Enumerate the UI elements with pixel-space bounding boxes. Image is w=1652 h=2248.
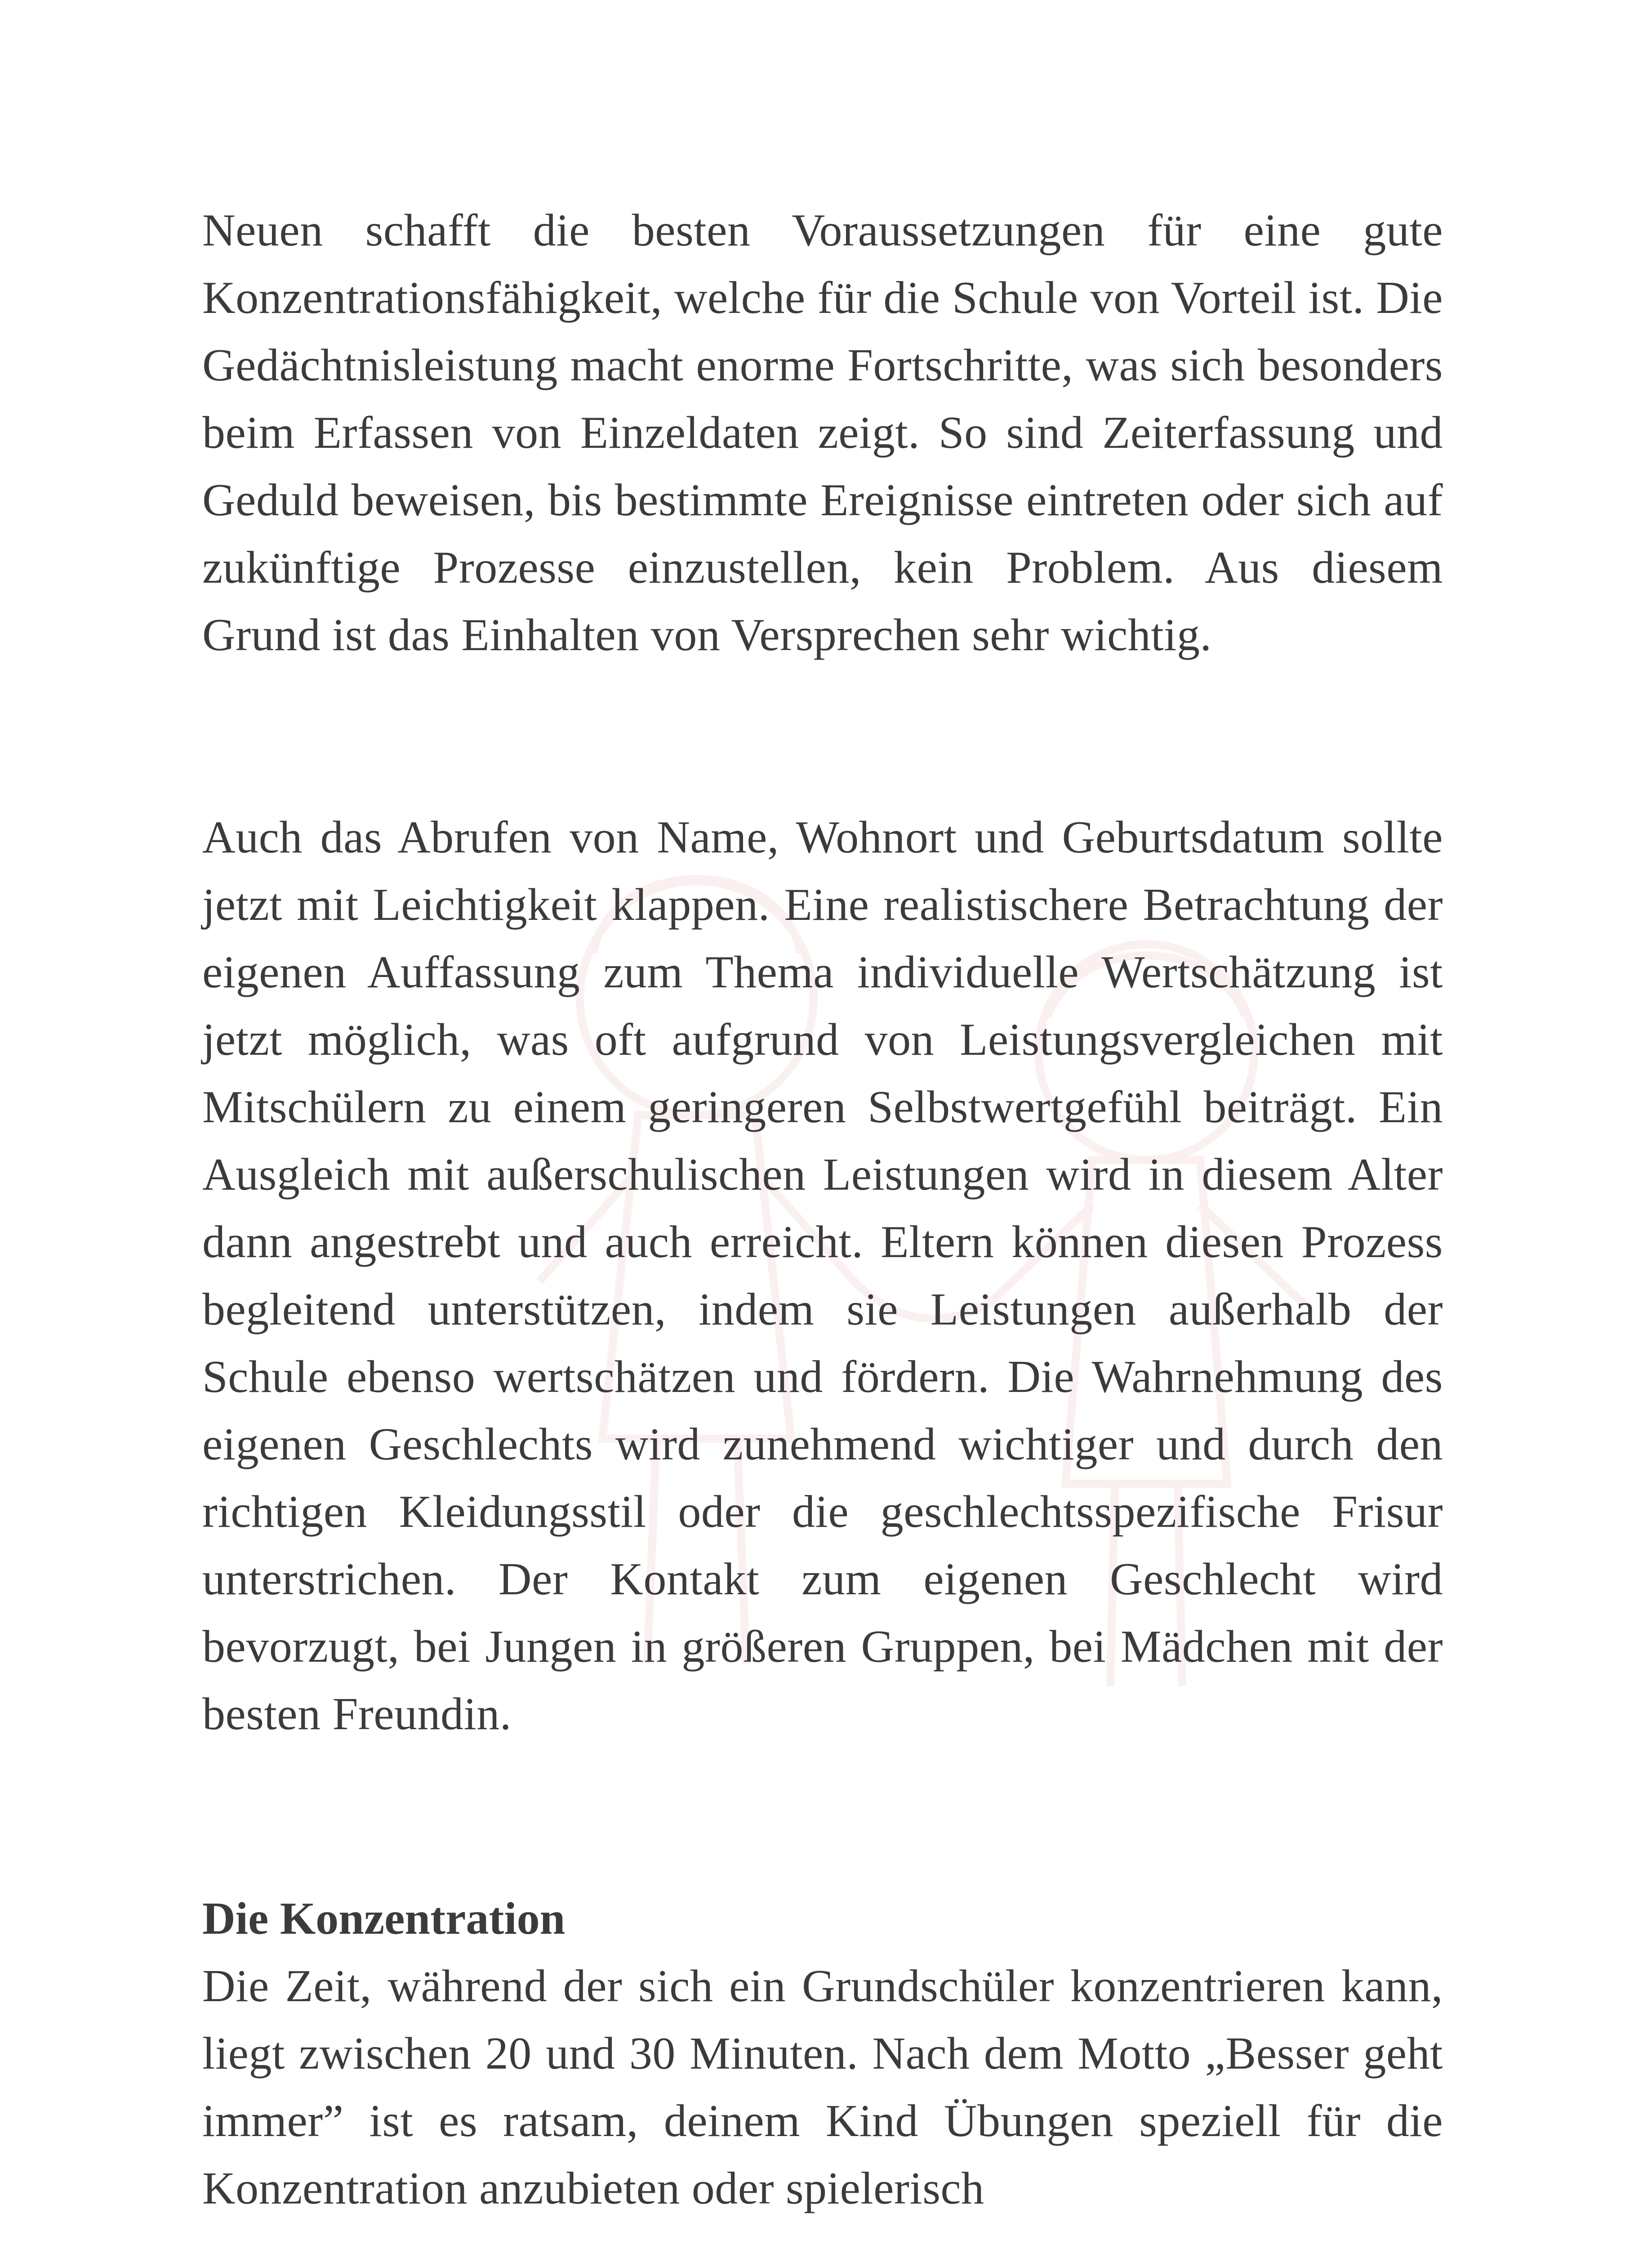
section-heading: Die Konzentration bbox=[202, 1893, 566, 1944]
body-paragraph: Auch das Abrufen von Name, Wohnort und Geburtsdatum sollte jetzt mit Leichtigkeit klappen. Eine realistischere Betrachtung der eigenen Auffassung zum Thema individuelle Wertschätzung ist jetzt möglich, was oft aufgrund von Leistungsvergleichen mit Mitschülern zu einem geringeren Selbstwertgefühl beiträgt. Ein Ausgleich mit außerschulischen Leistungen wird in diesem Alter dann angestrebt und auch erreicht. Eltern können diesen Prozess begleitend unterstützen, indem sie Leistungen außerhalb der Schule ebenso wertschätzen und fördern. Die Wahrnehmung des eigenen Geschlechts wird zunehmend wichtiger und durch den richtigen Kleidungsstil oder die geschlechtsspezifische Frisur unterstrichen. Der Kontakt zum eigenen Geschlecht wird bevorzugt, bei Jungen in größeren Gruppen, bei Mädchen mit der besten Freundin. bbox=[202, 812, 1443, 1740]
body-paragraph: Neuen schafft die besten Voraussetzungen für eine gute Konzentrationsfähigkeit, welche für die Schule von Vorteil ist. Die Gedächtnisleistung macht enorme Fortschritte, was sich besonders beim Erfassen von Einzeldaten zeigt. So sind Zeiterfassung und Geduld beweisen, bis bestimmte Ereignisse eintreten oder sich auf zukünftige Prozesse einzustellen, kein Problem. Aus diesem Grund ist das Einhalten von Versprechen sehr wichtig. bbox=[202, 205, 1443, 660]
body-paragraph: Die Zeit, während der sich ein Grundschüler konzentrieren kann, liegt zwischen 20 und 30 Minuten. Nach dem Motto „Besser geht immer” ist es ratsam, deinem Kind Übungen speziell für die Konzentration anzubieten oder spielerisch bbox=[202, 1961, 1443, 2214]
